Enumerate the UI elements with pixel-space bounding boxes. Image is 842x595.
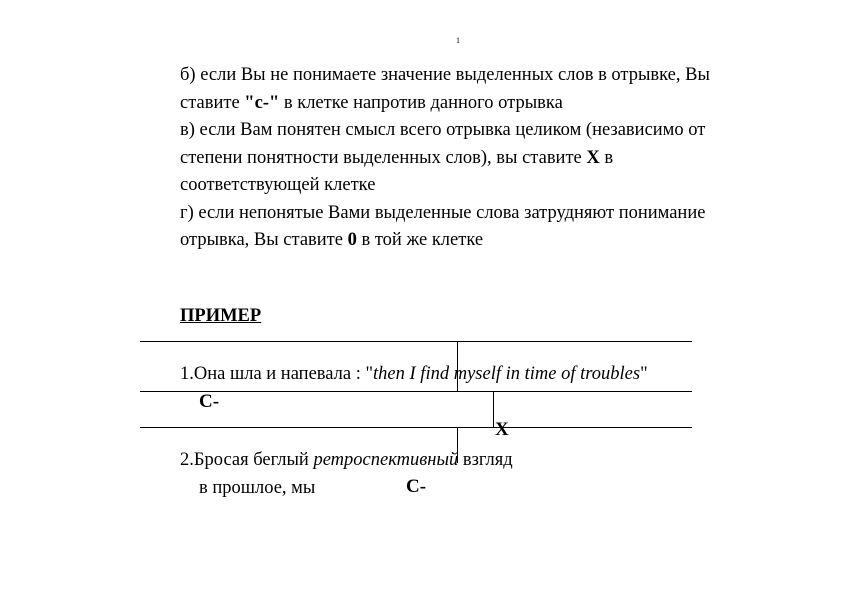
page-number: 1 xyxy=(456,36,460,45)
table-line-middle xyxy=(140,391,692,392)
table-line-top xyxy=(140,341,692,342)
instruction-b: б) если Вы не понимаете значение выделенных слов в отрывке, Вы ставите "с-" в клетке напротив данного отрывка xyxy=(180,65,710,113)
instruction-g: г) если непонятые Вами выделенные слова затрудняют понимание отрывка, Вы ставите 0 в той же клетке xyxy=(180,202,706,250)
example-item-1: 1.Она шла и напевала : "then I find myself in time of troubles" xyxy=(180,364,648,384)
item-1-mark-x: Х xyxy=(495,419,509,440)
table-divider-2 xyxy=(493,391,494,427)
item-2-line-2: в прошлое, мы xyxy=(199,478,316,498)
instructions-text xyxy=(180,62,740,255)
table-line-bottom xyxy=(140,427,692,428)
instruction-v: в) если Вам понятен смысл всего отрывка целиком (независимо от степени понятности выделенных слов), вы ставите Х в соответствующей клетке xyxy=(180,120,706,195)
item-1-mark-c: С- xyxy=(199,391,220,412)
item-2-number: 2. xyxy=(180,450,194,470)
item-2-mark-c: С- xyxy=(406,476,427,497)
example-title: ПРИМЕР xyxy=(180,306,262,326)
example-item-2: 2.Бросая беглый ретроспективный взгляд xyxy=(180,450,513,470)
item-1-number: 1. xyxy=(180,364,194,384)
